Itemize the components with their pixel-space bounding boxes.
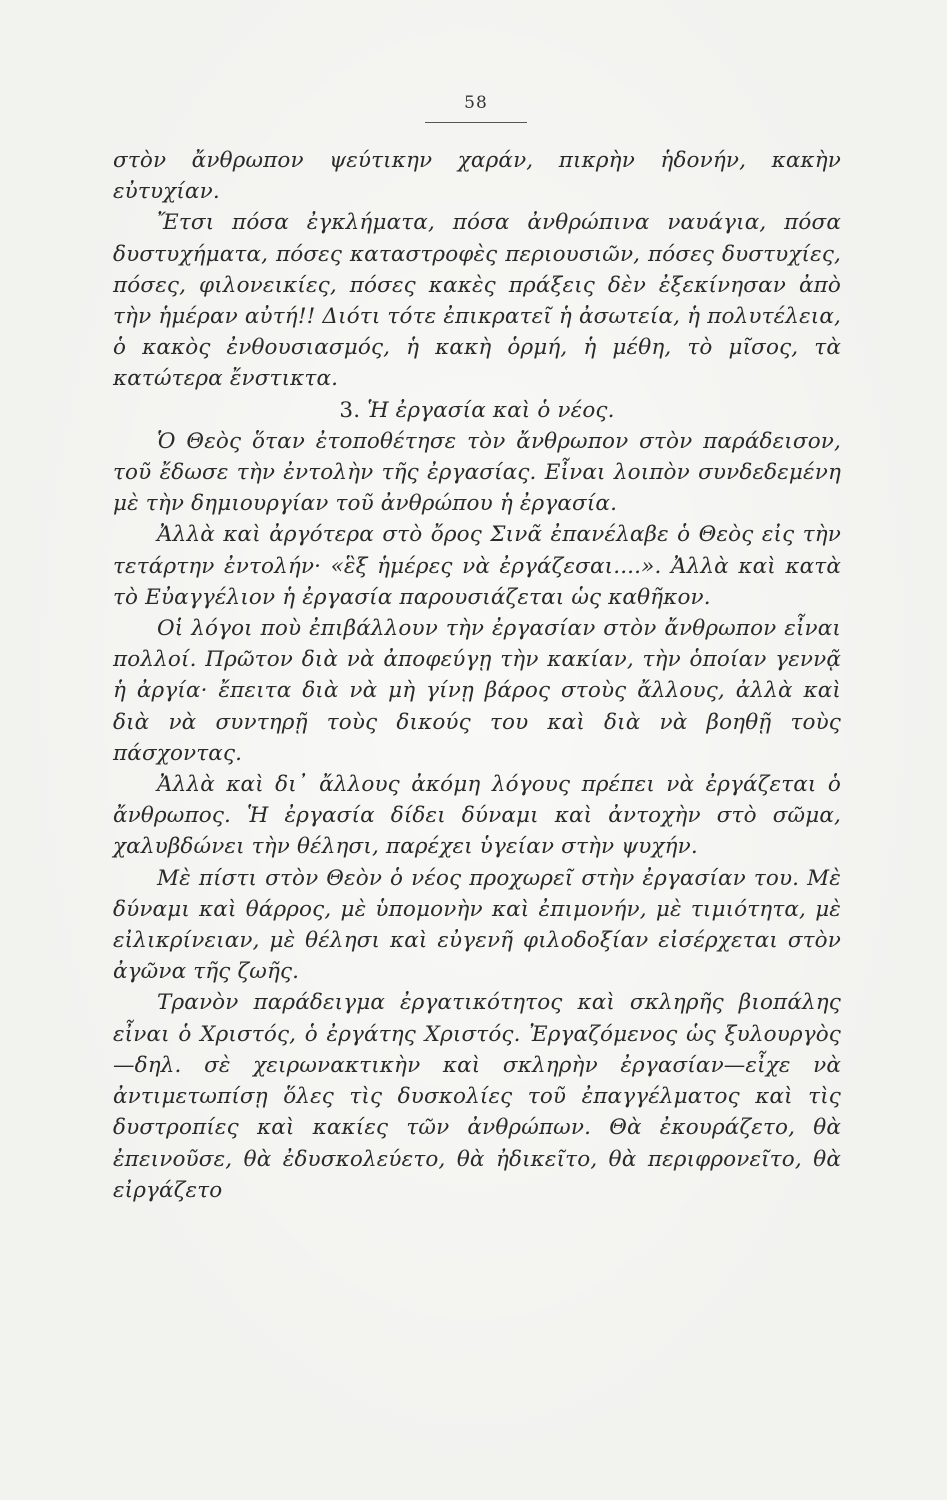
paragraph-6: Ἀλλὰ καὶ δι᾽ ἄλλους ἀκόμη λόγους πρέπει νὰ ἐργάζεται ὁ ἄνθρωπος. Ἡ ἐργασία δίδει δύναμι καὶ ἀντοχὴν στὸ σῶμα, χαλυβδώνει τὴν θέλησι, παρέχει ὑγείαν στὴν ψυχήν. <box>113 772 841 860</box>
body-text <box>113 145 841 1206</box>
section-title: Ἡ ἐργασία καὶ ὁ νέος. <box>367 397 615 423</box>
page-number-rule <box>425 122 527 123</box>
section-heading <box>113 395 841 426</box>
paragraph-4: Ἀλλὰ καὶ ἀργότερα στὸ ὄρος Σινᾶ ἐπανέλαβε ὁ Θεὸς εἰς τὴν τετάρτην ἐντολήν· «ἓξ ἡμέρες νὰ ἐργάζεσαι....». Ἀλλὰ καὶ κατὰ τὸ Εὐαγγέλιον ἡ ἐργασία παρουσιάζεται ὡς καθῆκον. <box>113 522 841 610</box>
paragraph-8: Τρανὸν παράδειγμα ἐργατικότητος καὶ σκληρῆς βιοπάλης εἶναι ὁ Χριστός, ὁ ἐργάτης Χριστός. Ἐργαζόμενος ὡς ξυλουργὸς—δηλ. σὲ χειρωνακτικὴν καὶ σκληρὴν ἐργασίαν—εἶχε νὰ ἀντιμετωπίσῃ ὅλες τὶς δυσκολίες τοῦ ἐπαγγέλματος καὶ τὶς δυστροπίες καὶ κακίες τῶν ἀνθρώπων. Θὰ ἐκουράζετο, θὰ ἐπεινοῦσε, θὰ ἐδυσκολεύετο, θὰ ἠδικεῖτο, θὰ περιφρονεῖτο, θὰ εἰργάζετο <box>113 990 841 1203</box>
page-number: 58 <box>464 93 488 113</box>
paragraph-1: στὸν ἄνθρωπον ψεύτικην χαράν, πικρὴν ἡδονήν, κακὴν εὐτυχίαν. <box>113 148 841 205</box>
section-number: 3. <box>339 397 361 423</box>
paragraph-3: Ὁ Θεὸς ὅταν ἐτοποθέτησε τὸν ἄνθρωπον στὸν παράδεισον, τοῦ ἔδωσε τὴν ἐντολὴν τῆς ἐργασίας. Εἶναι λοιπὸν συνδεδεμένη μὲ τὴν δημιουργίαν τοῦ ἀνθρώπου ἡ ἐργασία. <box>113 428 841 517</box>
paragraph-7: Μὲ πίστι στὸν Θεὸν ὁ νέος προχωρεῖ στὴν ἐργασίαν του. Μὲ δύναμι καὶ θάρρος, μὲ ὑπομονὴν καὶ ἐπιμονήν, μὲ τιμιότητα, μὲ εἰλικρίνειαν, μὲ θέλησι καὶ εὐγενῆ φιλοδοξίαν εἰσέρχεται στὸν ἀγῶνα τῆς ζωῆς. <box>113 865 841 985</box>
paragraph-2: Ἔτσι πόσα ἐγκλήματα, πόσα ἀνθρώπινα ναυάγια, πόσα δυστυχήματα, πόσες καταστροφὲς περιουσιῶν, πόσες δυστυχίες, πόσες, φιλονεικίες, πόσες κακὲς πράξεις δὲν ἐξεκίνησαν ἀπὸ τὴν ἡμέραν αὐτή!! Διότι τότε ἐπικρατεῖ ἡ ἀσωτεία, ἡ πολυτέλεια, ὁ κακὸς ἐνθουσιασμός, ἡ κακὴ ὁρμή, ἡ μέθη, τὸ μῖσος, τὰ κατώτερα ἔνστικτα. <box>113 210 841 392</box>
paragraph-5: Οἱ λόγοι ποὺ ἐπιβάλλουν τὴν ἐργασίαν στὸν ἄνθρωπον εἶναι πολλοί. Πρῶτον διὰ νὰ ἀποφεύγῃ τὴν κακίαν, τὴν ὁποίαν γεννᾷ ἡ ἀργία· ἔπειτα διὰ νὰ μὴ γίνῃ βάρος στοὺς ἄλλους, ἀλλὰ καὶ διὰ νὰ συντηρῇ τοὺς δικούς του καὶ διὰ νὰ βοηθῇ τοὺς πάσχοντας. <box>113 616 841 766</box>
